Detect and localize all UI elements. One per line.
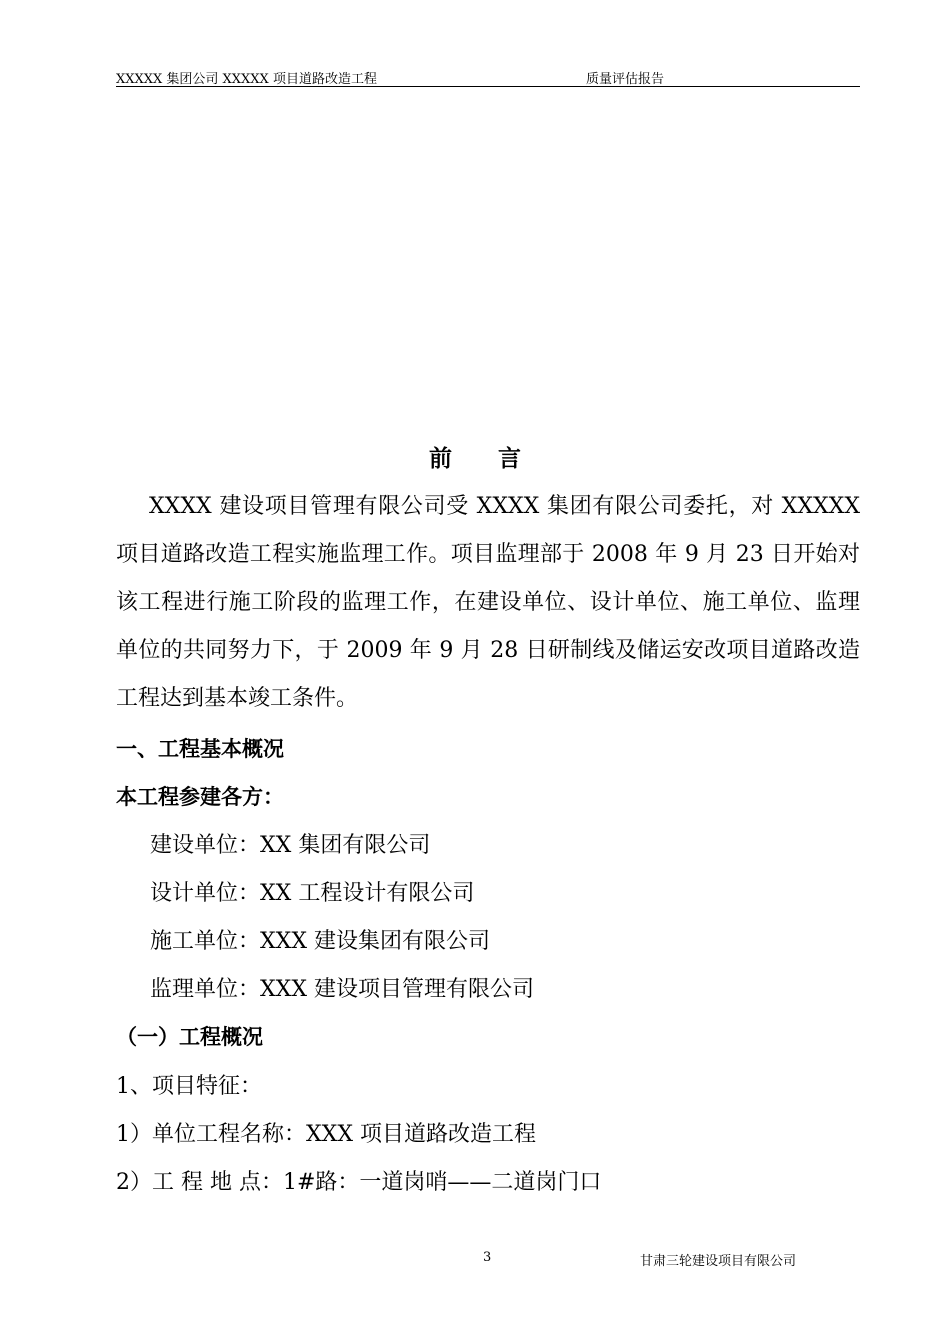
party-owner: 建设单位：XX 集团有限公司	[150, 833, 431, 858]
page-number: 3	[483, 1250, 492, 1265]
header-project-title: XXXXX 集团公司 XXXXX 项目道路改造工程	[116, 72, 377, 87]
page-title: 前言	[429, 446, 567, 472]
party-designer: 设计单位：XX 工程设计有限公司	[150, 881, 475, 906]
header-report-title: 质量评估报告	[586, 72, 665, 87]
footer-company: 甘肃三轮建设项目有限公司	[640, 1254, 797, 1269]
section-heading-overview: 一、工程基本概况	[116, 737, 284, 761]
intro-paragraph: XXXX 建设项目管理有限公司受 XXXX 集团有限公司委托，对 XXXXX 项目道路改造工程实施监理工作。项目监理部于 2008 年 9 月 23 日开始对该工程进行施工阶段的监理工作，在建设单位、设计单位、施工单位、监理单位的共同努力下，于 2009 年 9 月 28 日研制线及储运安改项目道路改造工程达到基本竣工条件。	[116, 494, 860, 711]
parties-heading: 本工程参建各方：	[116, 785, 284, 809]
page-header	[116, 64, 860, 87]
party-contractor: 施工单位：XXX 建设集团有限公司	[150, 929, 490, 954]
subsection-heading: （一）工程概况	[116, 1025, 263, 1049]
item-unit-project-name: 1）单位工程名称：XXX 项目道路改造工程	[116, 1122, 536, 1147]
item-project-location: 2）工 程 地 点：1#路：一道岗哨——二道岗门口	[116, 1170, 602, 1195]
item-project-features: 1、项目特征：	[116, 1074, 262, 1099]
party-supervisor: 监理单位：XXX 建设项目管理有限公司	[150, 977, 534, 1002]
